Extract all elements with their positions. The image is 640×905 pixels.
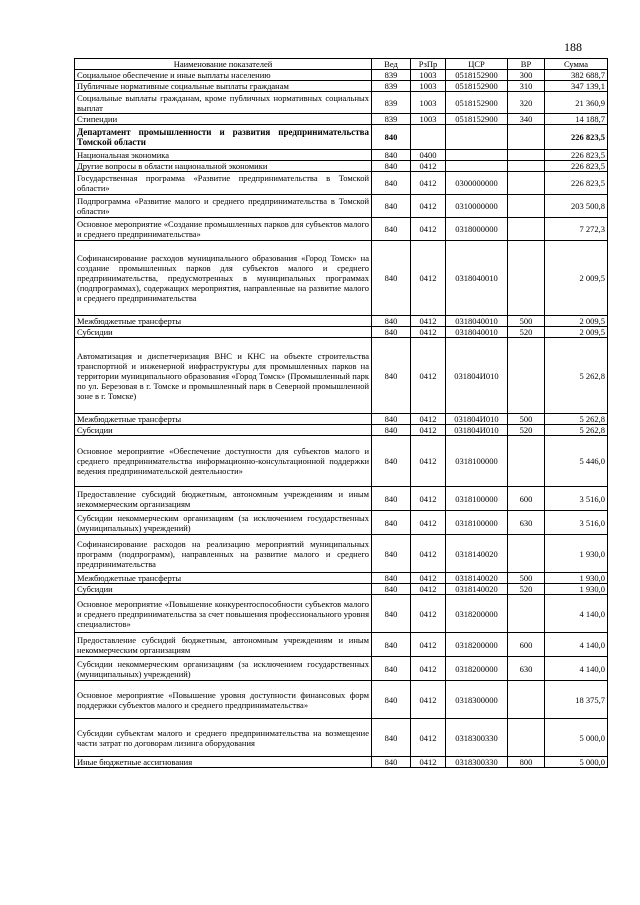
table-row: [75, 657, 608, 681]
row-rzpr: 0412: [411, 338, 446, 414]
row-name: Субсидии субъектам малого и среднего предпринимательства на возмещение части затрат по договорам лизинга оборудования: [75, 719, 372, 757]
row-vr: 500: [508, 414, 545, 425]
row-rzpr: 0412: [411, 584, 446, 595]
row-vr: 310: [508, 81, 545, 92]
table-row: [75, 487, 608, 511]
row-name: Основное мероприятие «Обеспечение доступности для субъектов малого и среднего предпринимательства информационно-консультационной поддержки ведения предпринимательской деятельности»: [75, 436, 372, 487]
row-ved: 839: [372, 81, 411, 92]
row-ved: 840: [372, 757, 411, 768]
row-ved: 840: [372, 633, 411, 657]
row-csr: 0318100000: [446, 511, 508, 535]
row-sum: 3 516,0: [545, 487, 608, 511]
row-ved: 840: [372, 172, 411, 195]
row-rzpr: 0412: [411, 172, 446, 195]
row-sum: 5 000,0: [545, 719, 608, 757]
row-vr: [508, 161, 545, 172]
row-name: Субсидии: [75, 425, 372, 436]
row-name: Софинансирование расходов на реализацию мероприятий муниципальных программ (подпрограмм), направленных на развитие малого и среднего предпринимательства: [75, 535, 372, 573]
row-rzpr: 0412: [411, 719, 446, 757]
row-ved: 840: [372, 316, 411, 327]
row-csr: 0300000000: [446, 172, 508, 195]
row-name: Межбюджетные трансферты: [75, 316, 372, 327]
row-vr: [508, 535, 545, 573]
row-csr: 0318100000: [446, 436, 508, 487]
table-row: [75, 114, 608, 125]
row-sum: 2 009,5: [545, 241, 608, 316]
row-ved: 840: [372, 414, 411, 425]
table-row: [75, 125, 608, 150]
row-ved: 840: [372, 195, 411, 218]
table-row: [75, 338, 608, 414]
row-name: Основное мероприятие «Повышение уровня доступности финансовых форм поддержки субъектов малого и среднего предпринимательства»: [75, 681, 372, 719]
row-rzpr: 0412: [411, 657, 446, 681]
row-csr: 0318140020: [446, 573, 508, 584]
row-csr: 031804И010: [446, 338, 508, 414]
row-vr: 300: [508, 70, 545, 81]
header-rzpr: РзПр: [411, 59, 446, 70]
row-csr: 0318200000: [446, 595, 508, 633]
row-csr: 0318300330: [446, 757, 508, 768]
row-ved: 840: [372, 161, 411, 172]
row-csr: 0318300330: [446, 719, 508, 757]
row-rzpr: 0412: [411, 487, 446, 511]
row-rzpr: 1003: [411, 81, 446, 92]
row-ved: 840: [372, 719, 411, 757]
table-row: [75, 150, 608, 161]
row-ved: 840: [372, 535, 411, 573]
row-name: Департамент промышленности и развития предпринимательства Томской области: [75, 125, 372, 150]
row-csr: 0318000000: [446, 218, 508, 241]
row-ved: 840: [372, 150, 411, 161]
table-row: [75, 681, 608, 719]
row-csr: 0318040010: [446, 327, 508, 338]
row-vr: 500: [508, 573, 545, 584]
row-csr: 031804И010: [446, 414, 508, 425]
row-csr: 0310000000: [446, 195, 508, 218]
row-sum: 1 930,0: [545, 584, 608, 595]
row-name: Межбюджетные трансферты: [75, 573, 372, 584]
row-name: Софинансирование расходов муниципального образования «Город Томск» на создание промышленных парков для субъектов малого и среднего предпринимательства, предусмотренных в муниципальных программах (подпрограммах), содержащих мероприятия, направленные на развитие малого и среднего предпринимательства: [75, 241, 372, 316]
header-csr: ЦСР: [446, 59, 508, 70]
row-name: Государственная программа «Развитие предпринимательства в Томской области»: [75, 172, 372, 195]
row-rzpr: 0412: [411, 195, 446, 218]
row-sum: 2 009,5: [545, 316, 608, 327]
row-vr: [508, 195, 545, 218]
row-vr: [508, 719, 545, 757]
row-sum: 1 930,0: [545, 573, 608, 584]
row-vr: 630: [508, 511, 545, 535]
row-sum: 203 500,8: [545, 195, 608, 218]
row-sum: 5 262,8: [545, 425, 608, 436]
row-name: Предоставление субсидий бюджетным, автономным учреждениям и иным некоммерческим организациям: [75, 487, 372, 511]
row-sum: 3 516,0: [545, 511, 608, 535]
row-rzpr: 0412: [411, 218, 446, 241]
row-vr: [508, 172, 545, 195]
row-name: Автоматизация и диспетчеризация ВНС и КНС на объекте строительства транспортной и инженерной инфраструктуры для промышленных парков на территории муниципального образования «Город Томск» (Промышленный парк по ул. Березовая в г. Томске и промышленный парк в Северной промышленной зоне в г. Томске): [75, 338, 372, 414]
row-ved: 840: [372, 338, 411, 414]
row-name: Основное мероприятие «Создание промышленных парков для субъектов малого и среднего предпринимательства»: [75, 218, 372, 241]
table-row: [75, 81, 608, 92]
row-vr: [508, 241, 545, 316]
row-name: Предоставление субсидий бюджетным, автономным учреждениям и иным некоммерческим организациям: [75, 633, 372, 657]
row-vr: 500: [508, 316, 545, 327]
row-sum: 226 823,5: [545, 125, 608, 150]
row-name: Субсидии: [75, 584, 372, 595]
table-row: [75, 595, 608, 633]
row-ved: 839: [372, 114, 411, 125]
row-csr: 0318100000: [446, 487, 508, 511]
row-csr: 0318040010: [446, 241, 508, 316]
row-ved: 840: [372, 657, 411, 681]
row-csr: [446, 161, 508, 172]
table-row: [75, 511, 608, 535]
table-row: [75, 161, 608, 172]
row-sum: 347 139,1: [545, 81, 608, 92]
budget-table: [74, 58, 608, 768]
table-row: [75, 218, 608, 241]
row-csr: [446, 125, 508, 150]
row-csr: 0518152900: [446, 81, 508, 92]
row-csr: 0318300000: [446, 681, 508, 719]
row-vr: [508, 436, 545, 487]
row-ved: 840: [372, 595, 411, 633]
row-rzpr: 0412: [411, 681, 446, 719]
row-vr: 520: [508, 584, 545, 595]
row-ved: 840: [372, 425, 411, 436]
row-ved: 840: [372, 436, 411, 487]
row-ved: 840: [372, 573, 411, 584]
row-sum: 5 262,8: [545, 414, 608, 425]
row-sum: 4 140,0: [545, 657, 608, 681]
row-rzpr: 0412: [411, 241, 446, 316]
table-row: [75, 195, 608, 218]
row-vr: [508, 125, 545, 150]
row-sum: 5 262,8: [545, 338, 608, 414]
row-ved: 840: [372, 327, 411, 338]
row-name: Межбюджетные трансферты: [75, 414, 372, 425]
table-row: [75, 425, 608, 436]
row-rzpr: 0412: [411, 425, 446, 436]
row-ved: 840: [372, 681, 411, 719]
row-csr: 0318140020: [446, 535, 508, 573]
row-ved: 840: [372, 511, 411, 535]
row-vr: 520: [508, 327, 545, 338]
table-row: [75, 316, 608, 327]
header-sum: Сумма: [545, 59, 608, 70]
row-sum: 382 688,7: [545, 70, 608, 81]
row-ved: 839: [372, 70, 411, 81]
table-row: [75, 573, 608, 584]
table-row: [75, 414, 608, 425]
row-sum: 5 446,0: [545, 436, 608, 487]
row-sum: 18 375,7: [545, 681, 608, 719]
page-number: 188: [564, 40, 582, 54]
row-rzpr: 0412: [411, 633, 446, 657]
row-csr: 031804И010: [446, 425, 508, 436]
table-row: [75, 719, 608, 757]
row-name: Субсидии: [75, 327, 372, 338]
row-rzpr: 0412: [411, 414, 446, 425]
row-ved: 840: [372, 584, 411, 595]
row-vr: [508, 595, 545, 633]
row-csr: 0318200000: [446, 657, 508, 681]
row-name: Национальная экономика: [75, 150, 372, 161]
header-ved: Вед: [372, 59, 411, 70]
row-vr: 520: [508, 425, 545, 436]
row-vr: [508, 338, 545, 414]
table-row: [75, 633, 608, 657]
table-row: [75, 172, 608, 195]
row-name: Публичные нормативные социальные выплаты гражданам: [75, 81, 372, 92]
header-name: Наименование показателей: [75, 59, 372, 70]
row-sum: 4 140,0: [545, 633, 608, 657]
row-sum: 7 272,3: [545, 218, 608, 241]
table-row: [75, 327, 608, 338]
row-rzpr: 0412: [411, 573, 446, 584]
row-sum: 1 930,0: [545, 535, 608, 573]
row-rzpr: 0412: [411, 757, 446, 768]
row-csr: 0318140020: [446, 584, 508, 595]
row-rzpr: 0412: [411, 511, 446, 535]
row-name: Социальные выплаты гражданам, кроме публичных нормативных социальных выплат: [75, 92, 372, 114]
row-name: Стипендии: [75, 114, 372, 125]
row-rzpr: 0412: [411, 316, 446, 327]
row-name: Подпрограмма «Развитие малого и среднего предпринимательства в Томской области»: [75, 195, 372, 218]
row-ved: 840: [372, 218, 411, 241]
row-csr: [446, 150, 508, 161]
row-rzpr: 0412: [411, 327, 446, 338]
table-row: [75, 92, 608, 114]
row-vr: 600: [508, 487, 545, 511]
header-vr: ВР: [508, 59, 545, 70]
table-row: [75, 241, 608, 316]
row-ved: 840: [372, 241, 411, 316]
row-csr: 0518152900: [446, 114, 508, 125]
row-sum: 4 140,0: [545, 595, 608, 633]
row-sum: 2 009,5: [545, 327, 608, 338]
row-sum: 226 823,5: [545, 150, 608, 161]
table-row: [75, 436, 608, 487]
table-row: [75, 535, 608, 573]
row-vr: 340: [508, 114, 545, 125]
row-csr: 0318040010: [446, 316, 508, 327]
row-name: Социальное обеспечение и иные выплаты населению: [75, 70, 372, 81]
row-rzpr: 0412: [411, 436, 446, 487]
row-vr: 320: [508, 92, 545, 114]
row-rzpr: 1003: [411, 114, 446, 125]
row-rzpr: 0412: [411, 161, 446, 172]
row-csr: 0518152900: [446, 70, 508, 81]
row-name: Субсидии некоммерческим организациям (за исключением государственных (муниципальных) учреждений): [75, 657, 372, 681]
row-ved: 840: [372, 487, 411, 511]
row-vr: [508, 218, 545, 241]
row-sum: 226 823,5: [545, 172, 608, 195]
row-rzpr: 1003: [411, 92, 446, 114]
table-row: [75, 584, 608, 595]
table-row: [75, 70, 608, 81]
row-rzpr: 0400: [411, 150, 446, 161]
row-csr: 0518152900: [446, 92, 508, 114]
row-rzpr: [411, 125, 446, 150]
row-vr: [508, 150, 545, 161]
row-vr: [508, 681, 545, 719]
row-name: Основное мероприятие «Повышение конкурентоспособности субъектов малого и среднего предпринимательства за счет повышения профессионального уровня специалистов»: [75, 595, 372, 633]
row-name: Субсидии некоммерческим организациям (за исключением государственных (муниципальных) учреждений): [75, 511, 372, 535]
row-sum: 14 188,7: [545, 114, 608, 125]
row-vr: 600: [508, 633, 545, 657]
row-vr: 630: [508, 657, 545, 681]
row-sum: 21 360,9: [545, 92, 608, 114]
row-rzpr: 0412: [411, 595, 446, 633]
row-ved: 839: [372, 92, 411, 114]
row-csr: 0318200000: [446, 633, 508, 657]
row-rzpr: 1003: [411, 70, 446, 81]
header-row: [75, 59, 608, 70]
row-name: Иные бюджетные ассигнования: [75, 757, 372, 768]
row-name: Другие вопросы в области национальной экономики: [75, 161, 372, 172]
table-row: [75, 757, 608, 768]
row-sum: 226 823,5: [545, 161, 608, 172]
row-sum: 5 000,0: [545, 757, 608, 768]
row-ved: 840: [372, 125, 411, 150]
row-rzpr: 0412: [411, 535, 446, 573]
row-vr: 800: [508, 757, 545, 768]
